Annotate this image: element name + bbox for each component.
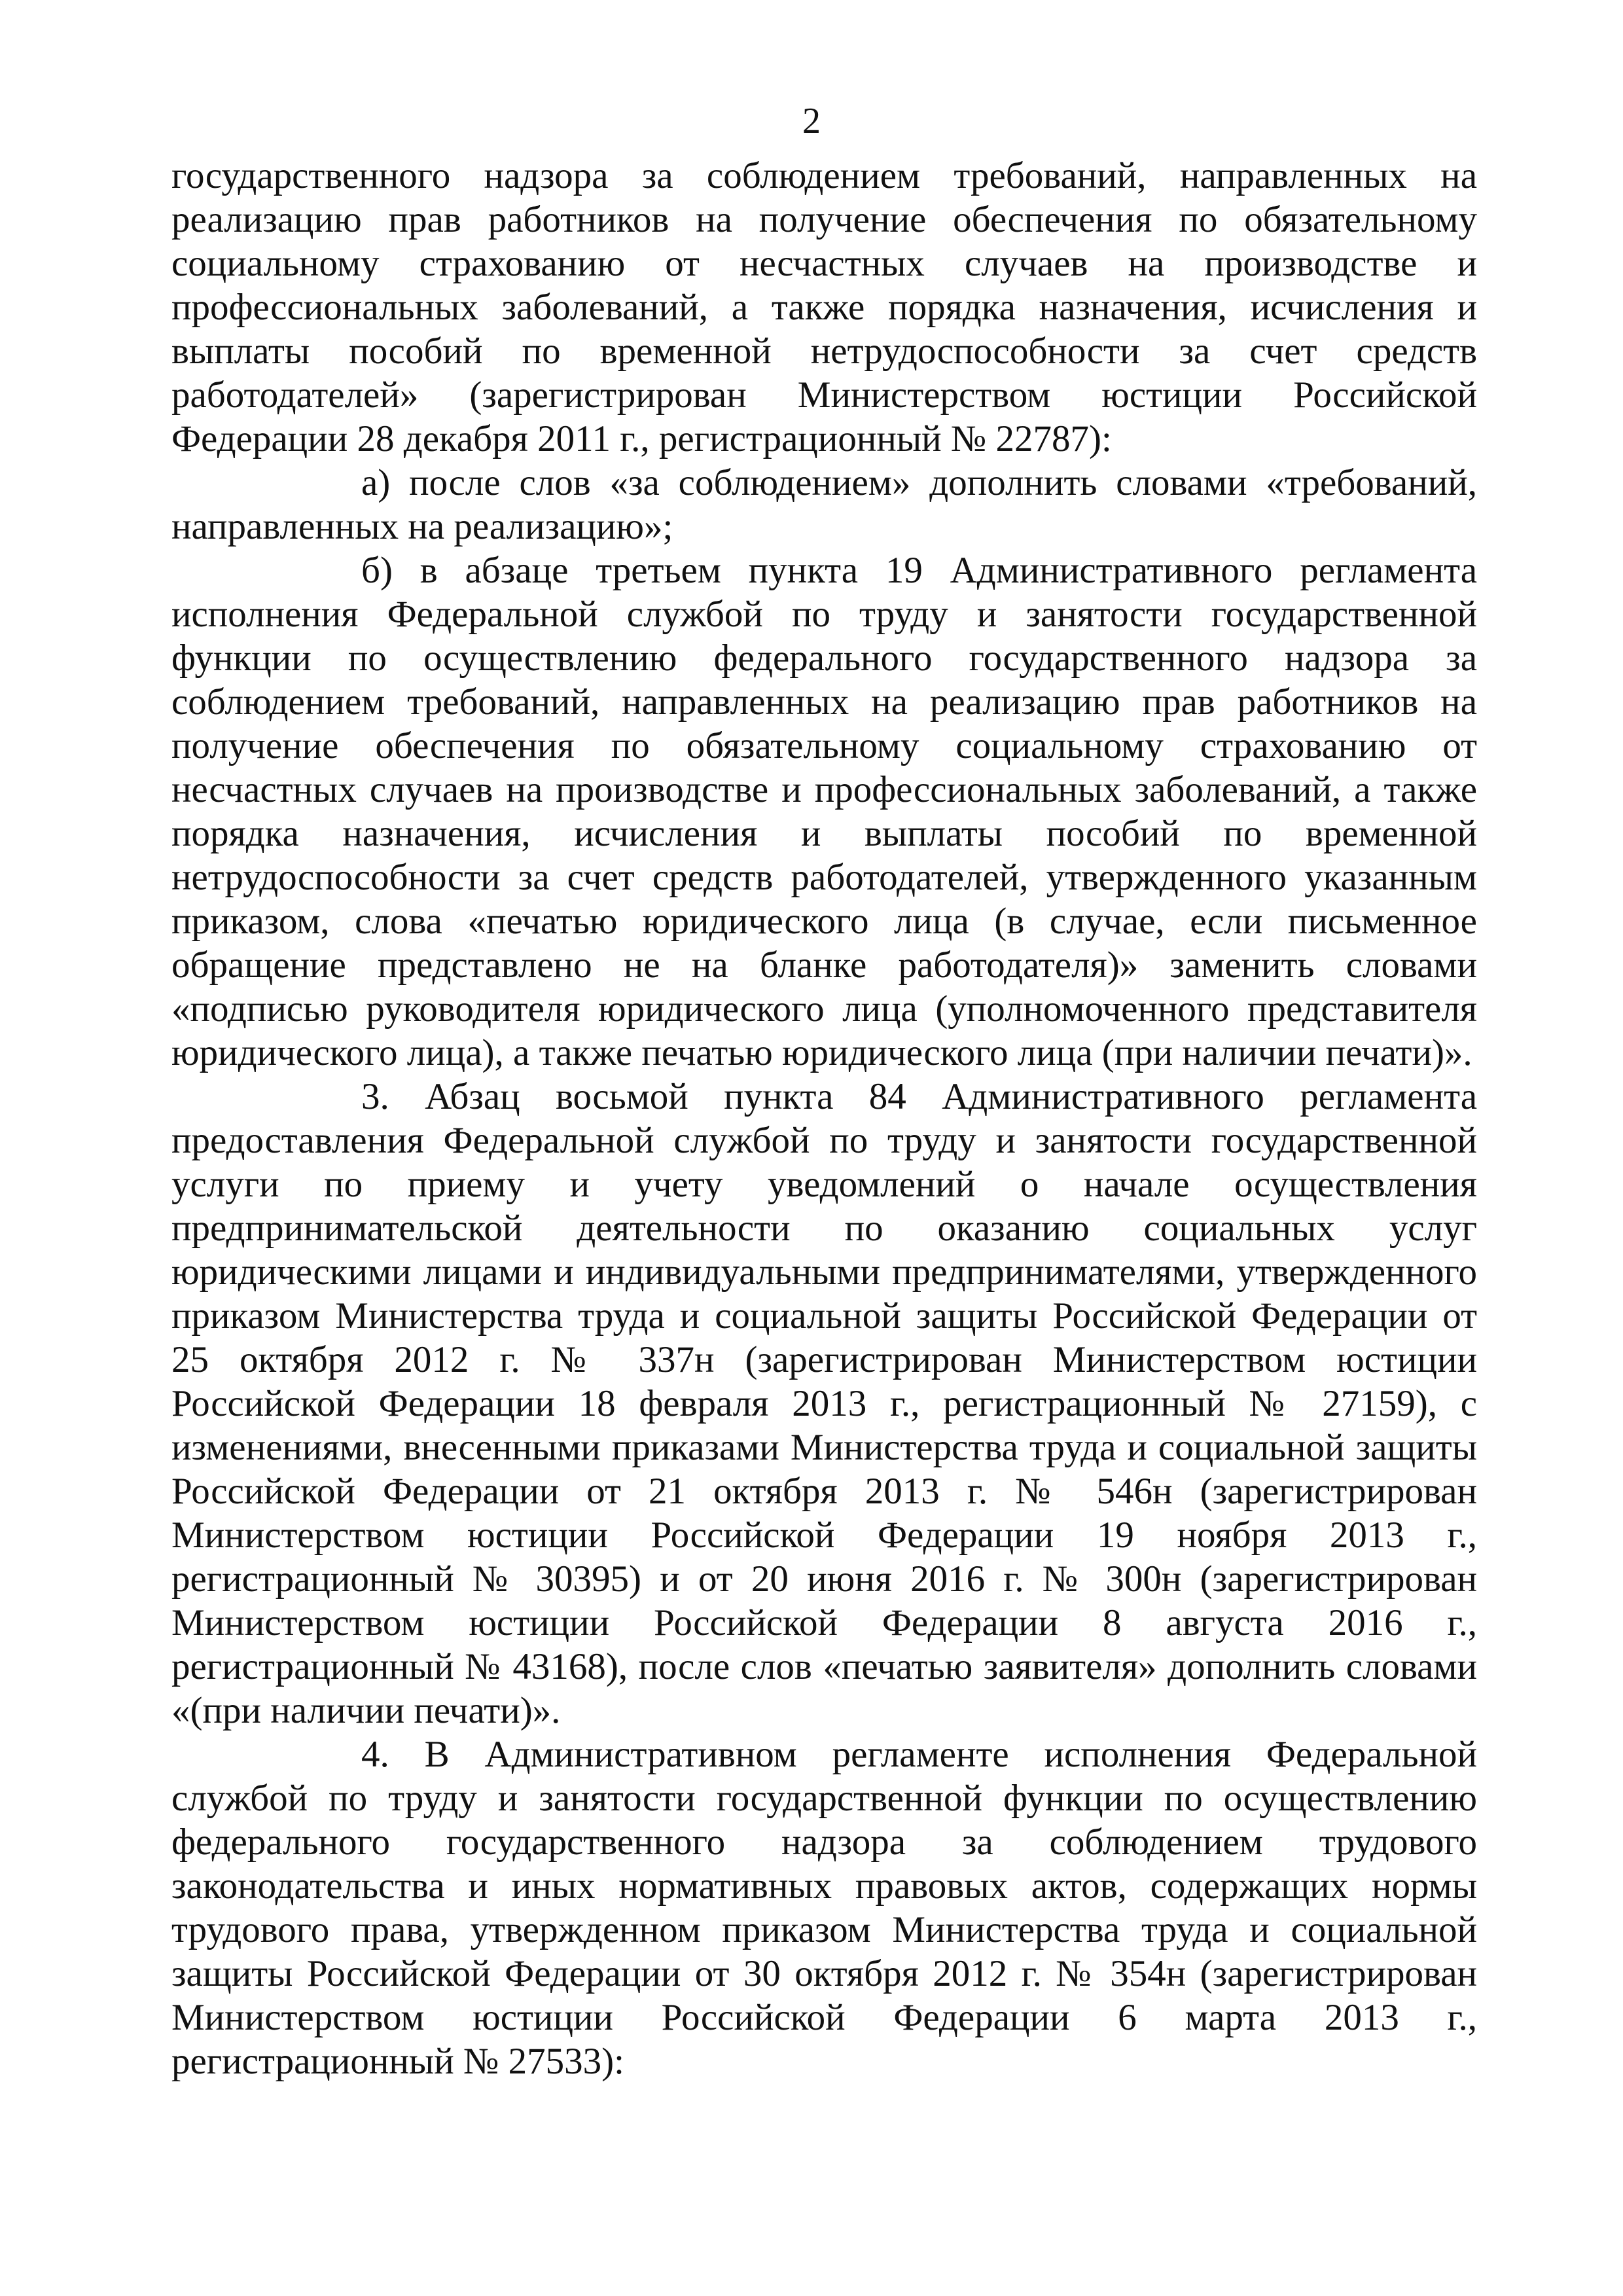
paragraph-subitem-a: а) после слов «за соблюдением» дополнить словами «требований, направленных на реализацию»; (171, 462, 1477, 547)
page-number: 2 (802, 101, 821, 141)
paragraph-item-4: 4. В Административном регламенте исполнения Федеральной службой по труду и занятости государственной функции по осуществлению федерального государственного надзора за соблюдением трудового законодательства и иных нормативных правовых актов, содержащих нормы трудового права, утвержденном приказом Министерства труда и социальной защиты Российской Федерации от 30 октября 2012 г. № 354н (зарегистрирован Министерством юстиции Российской Федерации 6 марта 2013 г., регистрационный № 27533): (171, 1734, 1477, 2082)
paragraph-subitem-b: б) в абзаце третьем пункта 19 Административного регламента исполнения Федеральной службой по труду и занятости государственной функции по осуществлению федерального государственного надзора за соблюдением требований, направленных на реализацию прав работников на получение обеспечения по обязательному социальному страхованию от несчастных случаев на производстве и профессиональных заболеваний, а также порядка назначения, исчисления и выплаты пособий по временной нетрудоспособности за счет средств работодателей, утвержденного указанным приказом, слова «печатью юридического лица (в случае, если письменное обращение представлено не на бланке работодателя)» заменить словами «подписью руководителя юридического лица (уполномоченного представителя юридического лица), а также печатью юридического лица (при наличии печати)». (171, 550, 1477, 1073)
paragraph-item-3: 3. Абзац восьмой пункта 84 Административного регламента предоставления Федеральной службой по труду и занятости государственной услуги по приему и учету уведомлений о начале осуществления предпринимательской деятельности по оказанию социальных услуг юридическими лицами и индивидуальными предпринимателями, утвержденного приказом Министерства труда и социальной защиты Российской Федерации от 25 октября 2012 г. № 337н (зарегистрирован Министерством юстиции Российской Федерации 18 февраля 2013 г., регистрационный № 27159), с изменениями, внесенными приказами Министерства труда и социальной защиты Российской Федерации от 21 октября 2013 г. № 546н (зарегистрирован Министерством юстиции Российской Федерации 19 ноября 2013 г., регистрационный № 30395) и от 20 июня 2016 г. № 300н (зарегистрирован Министерством юстиции Российской Федерации 8 августа 2016 г., регистрационный № 43168), после слов «печатью заявителя» дополнить словами «(при наличии печати)». (171, 1076, 1477, 1731)
paragraph-continuation: государственного надзора за соблюдением требований, направленных на реализацию прав работников на получение обеспечения по обязательному социальному страхованию от несчастных случаев на производстве и профессиональных заболеваний, а также порядка назначения, исчисления и выплаты пособий по временной нетрудоспособности за счет средств работодателей» (зарегистрирован Министерством юстиции Российской Федерации 28 декабря 2011 г., регистрационный № 22787): (171, 155, 1477, 459)
document-body (171, 154, 1477, 2083)
